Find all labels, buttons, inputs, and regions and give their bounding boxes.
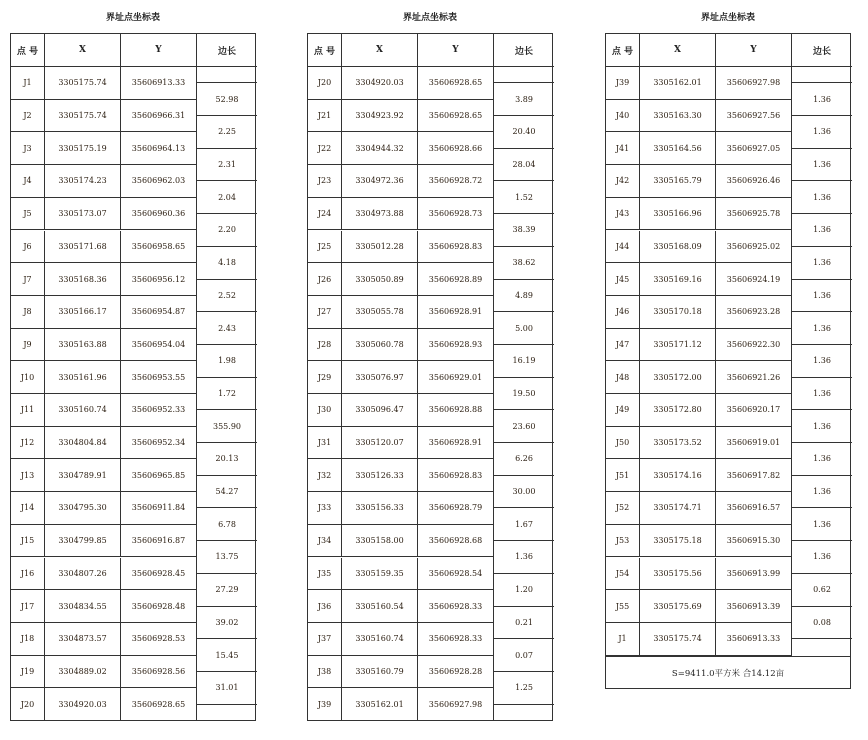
y-coordinate: 35606917.82 bbox=[715, 459, 791, 492]
edge-length: 1.36 bbox=[791, 378, 852, 411]
edge-length: 4.18 bbox=[196, 247, 257, 280]
y-coordinate: 35606928.79 bbox=[417, 492, 493, 525]
y-coordinate: 35606919.01 bbox=[715, 427, 791, 460]
column-header: X bbox=[639, 34, 715, 67]
x-coordinate: 3305171.68 bbox=[44, 231, 120, 264]
x-coordinate: 3305175.19 bbox=[44, 132, 120, 165]
point-id: J28 bbox=[308, 329, 341, 362]
edge-length: 1.36 bbox=[791, 149, 852, 182]
point-id: J22 bbox=[308, 132, 341, 165]
point-id: J13 bbox=[11, 459, 44, 492]
x-coordinate: 3304807.26 bbox=[44, 558, 120, 591]
edge-length: 13.75 bbox=[196, 541, 257, 574]
x-coordinate: 3304789.91 bbox=[44, 459, 120, 492]
point-id: J1 bbox=[606, 623, 639, 656]
column-header: X bbox=[341, 34, 417, 67]
point-id: J50 bbox=[606, 427, 639, 460]
point-id: J48 bbox=[606, 361, 639, 394]
y-coordinate: 35606923.28 bbox=[715, 296, 791, 329]
x-coordinate: 3305159.35 bbox=[341, 558, 417, 591]
x-coordinate: 3305096.47 bbox=[341, 394, 417, 427]
x-coordinate: 3305160.74 bbox=[44, 394, 120, 427]
point-id: J29 bbox=[308, 361, 341, 394]
coordinate-table bbox=[307, 33, 553, 721]
point-id: J38 bbox=[308, 656, 341, 689]
edge-length: 1.36 bbox=[791, 181, 852, 214]
edge-length: 28.04 bbox=[493, 149, 554, 182]
point-id: J39 bbox=[308, 688, 341, 721]
y-coordinate: 35606928.65 bbox=[417, 100, 493, 133]
y-coordinate: 35606925.02 bbox=[715, 231, 791, 264]
x-coordinate: 3305174.23 bbox=[44, 165, 120, 198]
edge-length: 31.01 bbox=[196, 672, 257, 705]
column-header: 边长 bbox=[196, 34, 257, 67]
edge-length: 1.67 bbox=[493, 508, 554, 541]
point-id: J27 bbox=[308, 296, 341, 329]
y-coordinate: 35606928.45 bbox=[120, 558, 196, 591]
x-coordinate: 3304923.92 bbox=[341, 100, 417, 133]
x-coordinate: 3305126.33 bbox=[341, 459, 417, 492]
y-coordinate: 35606927.05 bbox=[715, 132, 791, 165]
y-coordinate: 35606915.30 bbox=[715, 525, 791, 558]
y-coordinate: 35606928.83 bbox=[417, 231, 493, 264]
y-coordinate: 35606927.56 bbox=[715, 100, 791, 133]
y-coordinate: 35606928.33 bbox=[417, 623, 493, 656]
point-id: J37 bbox=[308, 623, 341, 656]
point-id: J31 bbox=[308, 427, 341, 460]
edge-length: 2.25 bbox=[196, 116, 257, 149]
column-header: 点 号 bbox=[606, 34, 639, 67]
x-coordinate: 3305168.36 bbox=[44, 263, 120, 296]
y-coordinate: 35606928.93 bbox=[417, 329, 493, 362]
x-coordinate: 3305175.74 bbox=[44, 67, 120, 100]
edge-length: 2.04 bbox=[196, 181, 257, 214]
point-id: J8 bbox=[11, 296, 44, 329]
edge-length: 4.89 bbox=[493, 280, 554, 313]
edge-length-blank bbox=[791, 67, 852, 83]
y-coordinate: 35606922.30 bbox=[715, 329, 791, 362]
point-id: J20 bbox=[11, 688, 44, 721]
point-id: J45 bbox=[606, 263, 639, 296]
y-coordinate: 35606965.85 bbox=[120, 459, 196, 492]
point-id: J9 bbox=[11, 329, 44, 362]
y-coordinate: 35606929.01 bbox=[417, 361, 493, 394]
point-id: J33 bbox=[308, 492, 341, 525]
y-coordinate: 35606913.33 bbox=[120, 67, 196, 100]
y-coordinate: 35606916.87 bbox=[120, 525, 196, 558]
edge-length: 19.50 bbox=[493, 378, 554, 411]
y-coordinate: 35606928.72 bbox=[417, 165, 493, 198]
edge-length: 5.00 bbox=[493, 312, 554, 345]
edge-length: 2.43 bbox=[196, 312, 257, 345]
edge-length: 1.72 bbox=[196, 378, 257, 411]
edge-length: 1.36 bbox=[791, 116, 852, 149]
x-coordinate: 3304920.03 bbox=[44, 688, 120, 721]
y-coordinate: 35606954.87 bbox=[120, 296, 196, 329]
y-coordinate: 35606916.57 bbox=[715, 492, 791, 525]
edge-length: 2.20 bbox=[196, 214, 257, 247]
point-id: J43 bbox=[606, 198, 639, 231]
point-id: J17 bbox=[11, 590, 44, 623]
x-coordinate: 3305162.01 bbox=[341, 688, 417, 721]
point-id: J12 bbox=[11, 427, 44, 460]
point-id: J30 bbox=[308, 394, 341, 427]
y-coordinate: 35606925.78 bbox=[715, 198, 791, 231]
edge-length: 2.52 bbox=[196, 280, 257, 313]
column-header: 边长 bbox=[791, 34, 852, 67]
edge-length: 2.31 bbox=[196, 149, 257, 182]
edge-length: 1.52 bbox=[493, 181, 554, 214]
x-coordinate: 3305165.79 bbox=[639, 165, 715, 198]
x-coordinate: 3305012.28 bbox=[341, 231, 417, 264]
x-coordinate: 3305166.96 bbox=[639, 198, 715, 231]
point-id: J2 bbox=[11, 100, 44, 133]
edge-length-blank bbox=[493, 67, 554, 83]
edge-length: 1.36 bbox=[791, 312, 852, 345]
x-coordinate: 3305170.18 bbox=[639, 296, 715, 329]
x-coordinate: 3305158.00 bbox=[341, 525, 417, 558]
y-coordinate: 35606928.83 bbox=[417, 459, 493, 492]
y-coordinate: 35606928.91 bbox=[417, 296, 493, 329]
column-header: Y bbox=[715, 34, 791, 67]
x-coordinate: 3305160.79 bbox=[341, 656, 417, 689]
edge-length: 1.36 bbox=[791, 410, 852, 443]
point-id: J24 bbox=[308, 198, 341, 231]
x-coordinate: 3304972.36 bbox=[341, 165, 417, 198]
point-id: J39 bbox=[606, 67, 639, 100]
y-coordinate: 35606924.19 bbox=[715, 263, 791, 296]
point-id: J10 bbox=[11, 361, 44, 394]
y-coordinate: 35606920.17 bbox=[715, 394, 791, 427]
y-coordinate: 35606913.33 bbox=[715, 623, 791, 656]
y-coordinate: 35606928.73 bbox=[417, 198, 493, 231]
edge-length: 27.29 bbox=[196, 574, 257, 607]
point-id: J42 bbox=[606, 165, 639, 198]
y-coordinate: 35606962.03 bbox=[120, 165, 196, 198]
x-coordinate: 3305174.16 bbox=[639, 459, 715, 492]
edge-length: 1.36 bbox=[791, 541, 852, 574]
y-coordinate: 35606928.28 bbox=[417, 656, 493, 689]
column-header: 边长 bbox=[493, 34, 554, 67]
point-id: J49 bbox=[606, 394, 639, 427]
x-coordinate: 3305172.80 bbox=[639, 394, 715, 427]
x-coordinate: 3305050.89 bbox=[341, 263, 417, 296]
coordinate-table bbox=[605, 33, 851, 689]
x-coordinate: 3304799.85 bbox=[44, 525, 120, 558]
edge-length: 1.36 bbox=[791, 83, 852, 116]
point-id: J44 bbox=[606, 231, 639, 264]
edge-length: 3.89 bbox=[493, 83, 554, 116]
y-coordinate: 35606928.68 bbox=[417, 525, 493, 558]
point-id: J25 bbox=[308, 231, 341, 264]
point-id: J19 bbox=[11, 656, 44, 689]
edge-length: 52.98 bbox=[196, 83, 257, 116]
x-coordinate: 3304944.32 bbox=[341, 132, 417, 165]
edge-length: 0.08 bbox=[791, 607, 852, 640]
y-coordinate: 35606927.98 bbox=[417, 688, 493, 721]
point-id: J21 bbox=[308, 100, 341, 133]
edge-length: 0.21 bbox=[493, 607, 554, 640]
x-coordinate: 3305160.74 bbox=[341, 623, 417, 656]
x-coordinate: 3305162.01 bbox=[639, 67, 715, 100]
edge-length: 23.60 bbox=[493, 410, 554, 443]
x-coordinate: 3305161.96 bbox=[44, 361, 120, 394]
x-coordinate: 3305175.69 bbox=[639, 590, 715, 623]
x-coordinate: 3304920.03 bbox=[341, 67, 417, 100]
y-coordinate: 35606953.55 bbox=[120, 361, 196, 394]
edge-length: 1.25 bbox=[493, 672, 554, 705]
edge-length-blank bbox=[791, 639, 852, 655]
edge-length: 20.13 bbox=[196, 443, 257, 476]
x-coordinate: 3305168.09 bbox=[639, 231, 715, 264]
point-id: J55 bbox=[606, 590, 639, 623]
edge-length: 1.36 bbox=[791, 214, 852, 247]
y-coordinate: 35606927.98 bbox=[715, 67, 791, 100]
y-coordinate: 35606928.65 bbox=[417, 67, 493, 100]
column-header: 点 号 bbox=[308, 34, 341, 67]
edge-length: 54.27 bbox=[196, 476, 257, 509]
edge-length: 6.78 bbox=[196, 508, 257, 541]
x-coordinate: 3305172.00 bbox=[639, 361, 715, 394]
x-coordinate: 3305173.52 bbox=[639, 427, 715, 460]
point-id: J36 bbox=[308, 590, 341, 623]
point-id: J20 bbox=[308, 67, 341, 100]
y-coordinate: 35606966.31 bbox=[120, 100, 196, 133]
point-id: J34 bbox=[308, 525, 341, 558]
y-coordinate: 35606964.13 bbox=[120, 132, 196, 165]
point-id: J26 bbox=[308, 263, 341, 296]
edge-length-blank bbox=[493, 705, 554, 721]
x-coordinate: 3305160.54 bbox=[341, 590, 417, 623]
edge-length-blank bbox=[196, 67, 257, 83]
edge-length: 1.36 bbox=[493, 541, 554, 574]
y-coordinate: 35606960.36 bbox=[120, 198, 196, 231]
point-id: J32 bbox=[308, 459, 341, 492]
y-coordinate: 35606956.12 bbox=[120, 263, 196, 296]
edge-length: 30.00 bbox=[493, 476, 554, 509]
point-id: J54 bbox=[606, 558, 639, 591]
point-id: J23 bbox=[308, 165, 341, 198]
table-title: 界址点坐标表 bbox=[402, 13, 457, 23]
x-coordinate: 3304795.30 bbox=[44, 492, 120, 525]
point-id: J47 bbox=[606, 329, 639, 362]
table-title: 界址点坐标表 bbox=[700, 13, 755, 23]
point-id: J18 bbox=[11, 623, 44, 656]
x-coordinate: 3305163.30 bbox=[639, 100, 715, 133]
edge-length: 38.39 bbox=[493, 214, 554, 247]
edge-length: 1.36 bbox=[791, 280, 852, 313]
y-coordinate: 35606958.65 bbox=[120, 231, 196, 264]
y-coordinate: 35606928.56 bbox=[120, 656, 196, 689]
edge-length: 1.36 bbox=[791, 476, 852, 509]
x-coordinate: 3305173.07 bbox=[44, 198, 120, 231]
table-title: 界址点坐标表 bbox=[105, 13, 160, 23]
x-coordinate: 3305174.71 bbox=[639, 492, 715, 525]
x-coordinate: 3304804.84 bbox=[44, 427, 120, 460]
y-coordinate: 35606928.33 bbox=[417, 590, 493, 623]
y-coordinate: 35606954.04 bbox=[120, 329, 196, 362]
x-coordinate: 3305175.18 bbox=[639, 525, 715, 558]
x-coordinate: 3305175.56 bbox=[639, 558, 715, 591]
column-header: X bbox=[44, 34, 120, 67]
point-id: J41 bbox=[606, 132, 639, 165]
point-id: J53 bbox=[606, 525, 639, 558]
point-id: J5 bbox=[11, 198, 44, 231]
x-coordinate: 3305166.17 bbox=[44, 296, 120, 329]
y-coordinate: 35606952.34 bbox=[120, 427, 196, 460]
x-coordinate: 3305076.97 bbox=[341, 361, 417, 394]
point-id: J15 bbox=[11, 525, 44, 558]
edge-length: 0.62 bbox=[791, 574, 852, 607]
y-coordinate: 35606913.39 bbox=[715, 590, 791, 623]
y-coordinate: 35606913.99 bbox=[715, 558, 791, 591]
column-header: Y bbox=[120, 34, 196, 67]
y-coordinate: 35606928.65 bbox=[120, 688, 196, 721]
edge-length: 6.26 bbox=[493, 443, 554, 476]
edge-length: 1.36 bbox=[791, 247, 852, 280]
y-coordinate: 35606928.48 bbox=[120, 590, 196, 623]
edge-length: 1.98 bbox=[196, 345, 257, 378]
x-coordinate: 3305156.33 bbox=[341, 492, 417, 525]
edge-length: 1.36 bbox=[791, 443, 852, 476]
x-coordinate: 3305175.74 bbox=[44, 100, 120, 133]
point-id: J46 bbox=[606, 296, 639, 329]
point-id: J11 bbox=[11, 394, 44, 427]
x-coordinate: 3304834.55 bbox=[44, 590, 120, 623]
y-coordinate: 35606911.84 bbox=[120, 492, 196, 525]
y-coordinate: 35606928.91 bbox=[417, 427, 493, 460]
x-coordinate: 3305169.16 bbox=[639, 263, 715, 296]
x-coordinate: 3305055.78 bbox=[341, 296, 417, 329]
y-coordinate: 35606928.88 bbox=[417, 394, 493, 427]
x-coordinate: 3305175.74 bbox=[639, 623, 715, 656]
y-coordinate: 35606928.66 bbox=[417, 132, 493, 165]
point-id: J40 bbox=[606, 100, 639, 133]
edge-length: 38.62 bbox=[493, 247, 554, 280]
edge-length: 355.90 bbox=[196, 410, 257, 443]
x-coordinate: 3305120.07 bbox=[341, 427, 417, 460]
x-coordinate: 3304973.88 bbox=[341, 198, 417, 231]
x-coordinate: 3305164.56 bbox=[639, 132, 715, 165]
column-header: 点 号 bbox=[11, 34, 44, 67]
point-id: J52 bbox=[606, 492, 639, 525]
y-coordinate: 35606926.46 bbox=[715, 165, 791, 198]
point-id: J35 bbox=[308, 558, 341, 591]
column-header: Y bbox=[417, 34, 493, 67]
x-coordinate: 3305060.78 bbox=[341, 329, 417, 362]
edge-length: 15.45 bbox=[196, 639, 257, 672]
y-coordinate: 35606952.33 bbox=[120, 394, 196, 427]
edge-length: 0.07 bbox=[493, 639, 554, 672]
y-coordinate: 35606928.53 bbox=[120, 623, 196, 656]
y-coordinate: 35606928.89 bbox=[417, 263, 493, 296]
edge-length-blank bbox=[196, 705, 257, 721]
point-id: J1 bbox=[11, 67, 44, 100]
y-coordinate: 35606928.54 bbox=[417, 558, 493, 591]
point-id: J16 bbox=[11, 558, 44, 591]
point-id: J14 bbox=[11, 492, 44, 525]
x-coordinate: 3304889.02 bbox=[44, 656, 120, 689]
point-id: J4 bbox=[11, 165, 44, 198]
edge-length: 1.36 bbox=[791, 345, 852, 378]
area-summary: S=9411.0平方米 合14.12亩 bbox=[606, 656, 850, 690]
edge-length: 1.20 bbox=[493, 574, 554, 607]
y-coordinate: 35606921.26 bbox=[715, 361, 791, 394]
x-coordinate: 3305171.12 bbox=[639, 329, 715, 362]
point-id: J3 bbox=[11, 132, 44, 165]
point-id: J6 bbox=[11, 231, 44, 264]
edge-length: 1.36 bbox=[791, 508, 852, 541]
point-id: J7 bbox=[11, 263, 44, 296]
coordinate-table bbox=[10, 33, 256, 721]
edge-length: 16.19 bbox=[493, 345, 554, 378]
point-id: J51 bbox=[606, 459, 639, 492]
edge-length: 39.02 bbox=[196, 607, 257, 640]
edge-length: 20.40 bbox=[493, 116, 554, 149]
x-coordinate: 3305163.88 bbox=[44, 329, 120, 362]
x-coordinate: 3304873.57 bbox=[44, 623, 120, 656]
